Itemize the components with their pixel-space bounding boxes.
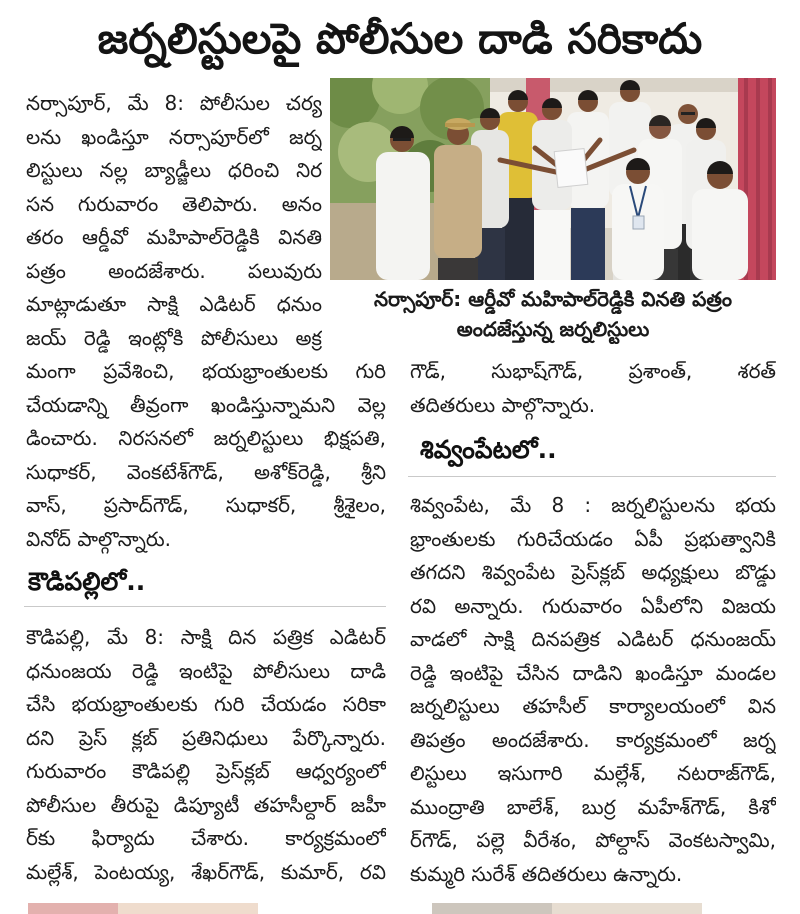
article-kowdipalli-continued	[410, 355, 776, 422]
article-line: తిపత్రం అందజేశారు. కార్యక్రమంలో జర్న	[410, 727, 776, 752]
article-narsapur	[26, 87, 386, 556]
article-line: కుమ్మరి సురేశ్ తదితరులు ఉన్నారు.	[410, 861, 683, 886]
caption-line: నర్సాపూర్: ఆర్డీవో మహిపాల్‌రెడ్డికి వినతి పత్రం	[373, 287, 733, 311]
article-line: లను ఖండిస్తూ నర్సాపూర్‌లో జర్న	[26, 124, 322, 149]
caption-line: అందజేస్తున్న జర్నలిస్టులు	[456, 317, 650, 341]
news-photo	[330, 78, 776, 280]
headline: జర్నలిస్టులపై పోలీసుల దాడి సరికాదు	[97, 14, 703, 63]
article-line: గురువారం కౌడిపల్లి ప్రెస్‌క్లబ్ ఆధ్వర్యంలో	[26, 759, 386, 783]
article-line: వినోద్ పాల్గొన్నారు.	[26, 526, 172, 551]
subheading-shivvampet: శివ్వంపేటలో..	[420, 435, 557, 464]
news-photo-illustration	[330, 78, 776, 280]
article-line: సన గురువారం తెలిపారు. అనం	[26, 191, 322, 216]
section-divider	[408, 476, 776, 477]
article-line: జయ్ రెడ్డి ఇంట్లోకి పోలీసులు అక్ర	[26, 325, 322, 350]
article-line: పత్రం అందజేశారు. పలువురు	[26, 258, 322, 283]
adjacent-image-fragment	[118, 903, 258, 914]
article-line: ధనుంజయ రెడ్డి ఇంటిపై పోలీసులు దాడి	[26, 658, 386, 683]
article-line: చేయడాన్ని తీవ్రంగా ఖండిస్తున్నామని వెల్ల	[26, 392, 386, 417]
article-line: భ్రాంతులకు గురిచేయడం ఏపీ ప్రభుత్వానికి	[410, 526, 776, 551]
article-line: తదితరులు పాల్గొన్నారు.	[410, 392, 596, 417]
person	[532, 98, 572, 280]
article-line: ర్‌కు ఫిర్యాదు చేశారు. కార్యక్రమంలో	[26, 826, 386, 850]
article-line: ర్‌గౌడ్, పల్లె వీరేశం, పోల్దాస్ వెంకటస్వామి,	[410, 828, 776, 852]
article-line: సుధాకర్, వెంకటేశ్‌గౌడ్, అశోక్‌రెడ్డి, శ్రీని	[26, 459, 386, 484]
adjacent-image-fragment	[28, 903, 118, 914]
article-line: కౌడిపల్లి, మే 8: సాక్షి దిన పత్రిక ఎడిటర్	[26, 625, 386, 649]
photo-caption	[330, 284, 776, 344]
article-line: తరం ఆర్డీవో మహిపాల్‌రెడ్డికి వినతి	[26, 225, 322, 249]
article-line: మాట్లాడుతూ సాక్షి ఎడిటర్ ధనుం	[26, 292, 322, 316]
article-line: గౌడ్, సుభాష్‌గౌడ్, ప్రశాంత్, శరత్	[410, 359, 776, 383]
petition-paper	[554, 149, 588, 188]
article-line: మంగా ప్రవేశించి, భయభ్రాంతులకు గురి	[26, 359, 386, 383]
article-line: ముంద్రాతి బాలేశ్, బుర్ర మహేశ్‌గౌడ్, కిశో	[410, 794, 776, 819]
section-divider	[24, 606, 386, 607]
article-line: శివ్వంపేట, మే 8 : జర్నలిస్టులను భయ	[410, 493, 776, 517]
article-line: వాడలో సాక్షి దినపత్రిక ఎడిటర్ ధనుంజయ్	[410, 627, 776, 651]
adjacent-image-fragment	[432, 903, 552, 914]
article-line: పోలీసుల తీరుపై డిప్యూటీ తహసీల్దార్ జహీ	[26, 792, 386, 817]
article-line: తగదని శివ్వంపేట ప్రెస్‌క్లబ్ అధ్యక్షులు బొడ్డు	[410, 560, 776, 584]
adjacent-image-fragment	[552, 903, 702, 914]
article-line: జర్నలిస్టులు తహసీల్ కార్యాలయంలో విన	[410, 694, 776, 718]
article-line: లిస్టులు నల్ల బ్యాడ్జీలు ధరించి నిర	[26, 158, 322, 182]
article-line: దని ప్రెస్ క్లబ్ ప్రతినిధులు పేర్కొన్నారు.	[26, 725, 386, 750]
article-line: లిస్టులు ఇసుగారి మల్లేశ్, నటరాజ్‌గౌడ్,	[410, 761, 776, 785]
article-line: డించారు. నిరసనలో జర్నలిస్టులు భిక్షపతి,	[26, 426, 386, 450]
article-line: రెడ్డి ఇంటిపై చేసిన దాడిని ఖండిస్తూ మండల	[410, 660, 776, 685]
article-line: వాస్, ప్రసాద్‌గౌడ్, సుధాకర్, శ్రీశైలం,	[26, 493, 386, 517]
subheading-kowdipalli: కౌడిపల్లిలో..	[28, 567, 146, 596]
article-line: నర్సాపూర్, మే 8: పోలీసుల చర్య	[26, 91, 322, 115]
article-shivvampet	[410, 489, 776, 891]
article-line: చేసి భయభ్రాంతులకు గురి చేయడం సరికా	[26, 692, 386, 716]
article-kowdipalli	[26, 621, 386, 889]
article-line: రవి అన్నారు. గురువారం ఏపీలోని విజయ	[410, 593, 776, 618]
article-line: మల్లేశ్, పెంటయ్య, శేఖర్‌గౌడ్, కుమార్, రవి	[26, 859, 386, 884]
